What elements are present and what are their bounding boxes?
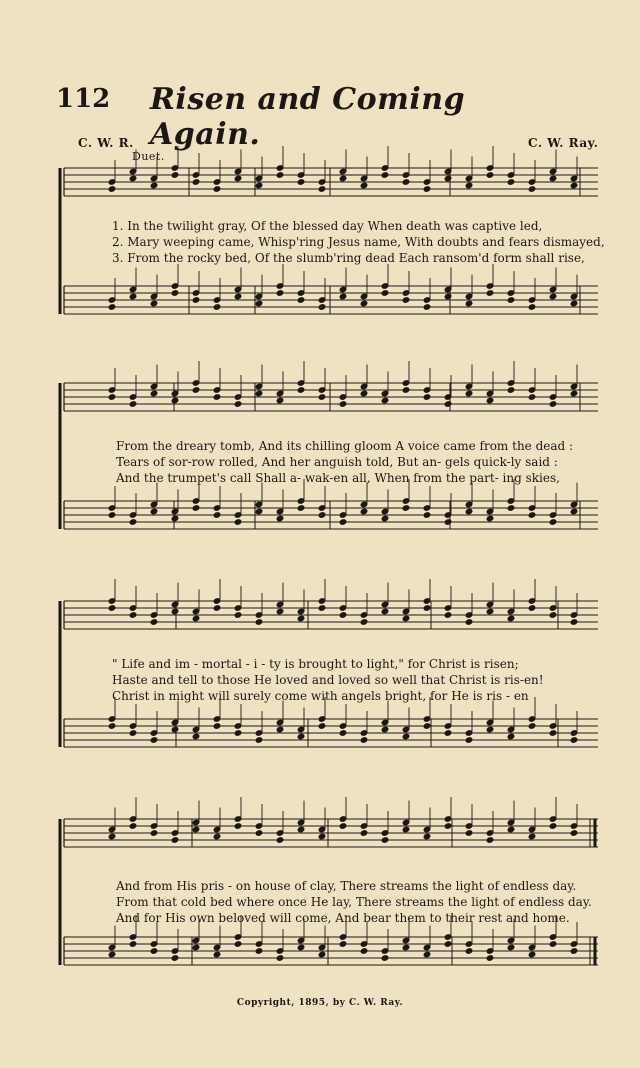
lyric-line: " Life and im - mortal - i - ty is brought to light," for Christ is risen; [112,657,519,671]
note-head [129,822,138,830]
note-head [318,604,327,612]
note-head [108,833,117,841]
note-head [255,182,264,190]
note-head [339,293,348,301]
note-head [360,736,369,744]
note-head [192,178,201,186]
note-head [360,300,369,308]
note-head [507,386,516,394]
lyric-line: And from His pris - on house of clay, There streams the light of endless day. [116,879,577,893]
lyrics-system-3 [112,656,544,704]
note-head [297,296,306,304]
note-head [108,185,117,193]
note-head [129,611,138,619]
note-head [507,615,516,623]
note-head [171,836,180,844]
note-head [549,400,558,408]
note-head [528,511,537,519]
note-head [339,729,348,737]
note-head [360,508,369,516]
note-head [213,833,222,841]
note-head [444,293,453,301]
note-head [108,303,117,311]
note-head [171,954,180,962]
note-head [402,178,411,186]
note-head [381,608,390,616]
note-head [171,726,180,734]
note-head [297,826,306,834]
note-head [276,954,285,962]
note-head [423,833,432,841]
note-head [381,836,390,844]
note-head [444,611,453,619]
note-head [402,826,411,834]
note-head [570,829,579,837]
note-head [108,951,117,959]
note-head [150,618,159,626]
note-head [528,951,537,959]
note-head [381,171,390,179]
note-head [171,608,180,616]
lyric-line: 2. Mary weeping came, Whisp'ring Jesus name, With doubts and fears dismayed, [112,235,605,249]
note-head [255,508,264,516]
note-head [297,944,306,952]
note-head [234,729,243,737]
note-head [276,836,285,844]
note-head [360,182,369,190]
lyrics-system-4 [116,878,592,926]
note-head [339,940,348,948]
note-head [528,833,537,841]
note-head [507,178,516,186]
note-head [549,518,558,526]
music-credit: C. W. Ray. [528,136,599,150]
note-head [192,504,201,512]
note-head [150,390,159,398]
note-head [423,393,432,401]
note-head [318,511,327,519]
note-head [381,289,390,297]
note-head [234,822,243,830]
note-head [129,400,138,408]
note-head [465,182,474,190]
note-head [528,393,537,401]
note-head [570,390,579,398]
note-head [444,400,453,408]
note-head [255,618,264,626]
note-head [108,511,117,519]
lyric-line: Haste and tell to those He loved and loved so well that Christ is ris-en! [112,673,544,687]
note-head [570,947,579,955]
note-head [318,951,327,959]
note-head [402,944,411,952]
note-head [507,826,516,834]
lyric-line: 1. In the twilight gray, Of the blessed day When death was captive led, [112,219,543,233]
note-head [255,829,264,837]
note-head [276,515,285,523]
lyric-line: From that cold bed where once He lay, There streams the light of endless day. [116,895,592,909]
note-head [150,736,159,744]
note-head [213,722,222,730]
note-head [465,736,474,744]
note-head [318,185,327,193]
note-head [381,515,390,523]
note-head [486,171,495,179]
note-head [150,829,159,837]
note-head [276,397,285,405]
note-head [255,736,264,744]
note-head [255,390,264,398]
lyric-line: Christ in might will surely come with angels bright, for He is ris - en [112,689,529,703]
note-head [507,944,516,952]
note-head [528,303,537,311]
note-head [297,615,306,623]
note-head [423,303,432,311]
note-head [402,296,411,304]
words-credit: C. W. R. [78,136,134,150]
note-head [276,289,285,297]
lyric-line: Tears of sor-row rolled, And her anguish told, But an- gels quick-ly said : [116,455,558,469]
note-head [108,393,117,401]
note-head [318,833,327,841]
note-head [444,729,453,737]
note-head [465,390,474,398]
note-head [465,508,474,516]
note-head [297,386,306,394]
note-head [549,611,558,619]
note-head [381,726,390,734]
note-head [234,940,243,948]
note-head [549,175,558,183]
note-head [549,940,558,948]
note-head [402,615,411,623]
page-number: 112 [56,84,111,114]
note-head [234,400,243,408]
note-head [570,508,579,516]
note-head [255,947,264,955]
lyric-line: From the dreary tomb, And its chilling gloom A voice came from the dead : [116,439,574,453]
lyric-line: And the trumpet's call Shall a- wak-en all, When from the part- ing skies, [116,471,560,485]
lyrics-system-1 [112,218,605,266]
note-head [402,733,411,741]
hymn-title: Risen and Coming Again. [150,82,466,152]
note-head [213,951,222,959]
note-head [297,504,306,512]
note-head [402,504,411,512]
note-head [192,386,201,394]
lyric-line: And for His own beloved will come, And bear them to their rest and home. [116,911,570,925]
note-head [192,733,201,741]
note-head [423,185,432,193]
note-head [213,303,222,311]
note-head [234,518,243,526]
note-head [276,726,285,734]
note-head [486,726,495,734]
note-head [444,822,453,830]
note-head [129,518,138,526]
note-head [465,829,474,837]
performance-marking: Duet. [132,150,165,163]
note-head [528,604,537,612]
note-head [360,947,369,955]
note-head [213,185,222,193]
note-head [150,300,159,308]
note-head [549,293,558,301]
note-head [570,736,579,744]
note-head [213,393,222,401]
note-head [465,618,474,626]
note-head [444,940,453,948]
note-head [486,836,495,844]
note-head [276,171,285,179]
note-head [570,300,579,308]
note-head [339,518,348,526]
note-head [486,954,495,962]
note-head [234,175,243,183]
note-head [507,504,516,512]
note-head [549,822,558,830]
note-head [570,182,579,190]
note-head [507,733,516,741]
note-head [360,618,369,626]
note-head [381,397,390,405]
note-head [465,300,474,308]
note-head [528,185,537,193]
lyric-line: 3. From the rocky bed, Of the slumb'ring dead Each ransom'd form shall rise, [112,251,585,265]
note-head [171,515,180,523]
note-head [465,947,474,955]
note-head [507,296,516,304]
note-head [318,303,327,311]
note-head [381,954,390,962]
note-head [339,175,348,183]
note-head [171,171,180,179]
note-head [402,386,411,394]
note-head [171,289,180,297]
note-head [444,518,453,526]
note-head [129,175,138,183]
note-head [549,729,558,737]
note-head [213,604,222,612]
note-head [423,604,432,612]
note-head [213,511,222,519]
note-head [297,178,306,186]
note-head [486,515,495,523]
note-head [339,400,348,408]
note-head [234,611,243,619]
note-head [108,722,117,730]
note-head [486,608,495,616]
note-head [192,615,201,623]
note-head [192,826,201,834]
note-head [150,182,159,190]
note-head [171,397,180,405]
note-head [192,296,201,304]
note-head [297,733,306,741]
note-head [318,393,327,401]
note-head [423,951,432,959]
note-head [570,618,579,626]
note-head [423,511,432,519]
note-head [486,289,495,297]
note-head [339,822,348,830]
note-head [423,722,432,730]
note-head [444,175,453,183]
note-head [108,604,117,612]
note-head [234,293,243,301]
note-head [486,397,495,405]
copyright-notice: Copyright, 1895, by C. W. Ray. [236,998,404,1008]
note-head [129,729,138,737]
note-head [276,608,285,616]
note-head [255,300,264,308]
note-head [360,829,369,837]
note-head [150,508,159,516]
note-head [339,611,348,619]
note-head [150,947,159,955]
note-head [192,944,201,952]
note-head [360,390,369,398]
note-head [318,722,327,730]
note-head [528,722,537,730]
note-head [129,293,138,301]
lyrics-system-2 [116,438,573,486]
note-head [129,940,138,948]
